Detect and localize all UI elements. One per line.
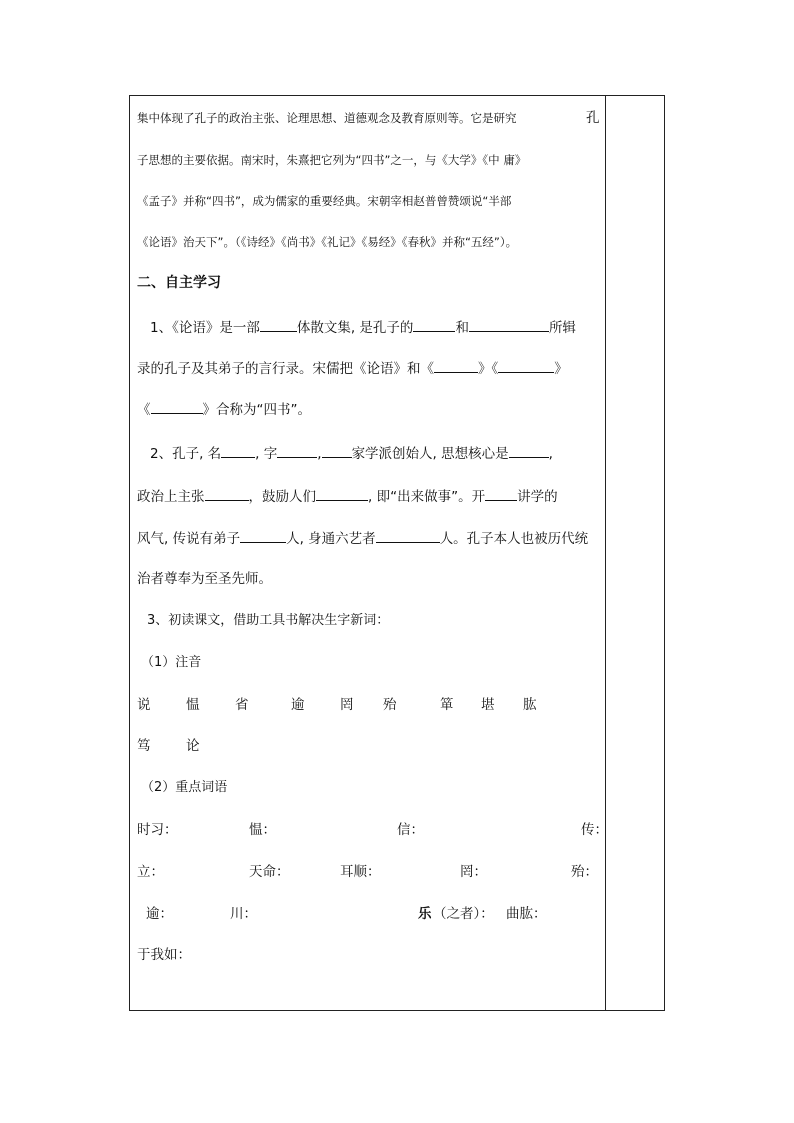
question-1-line-2 <box>137 359 568 377</box>
answer-blank[interactable] <box>205 487 249 501</box>
question-2-line-2 <box>137 487 558 505</box>
char-2: 愠 <box>186 697 200 713</box>
answer-blank[interactable] <box>469 318 549 332</box>
term-tianming: 天命： <box>249 864 290 880</box>
answer-blank[interactable] <box>240 529 286 543</box>
answer-blank[interactable] <box>498 359 554 373</box>
answer-blank[interactable] <box>485 487 517 501</box>
q2-text: 家学派创始人, 思想核心是 <box>351 446 509 462</box>
char-6: 殆 <box>383 697 397 713</box>
intro-text: 集中体现了孔子的政治主张、论理思想、道德观念及教育原则等。它是研究 <box>137 111 517 125</box>
q1-text: 《 <box>137 402 151 418</box>
term-yu: 逾： <box>146 906 173 922</box>
q2-text: ，鼓励人们 <box>248 489 316 505</box>
char-11: 论 <box>186 738 200 754</box>
q2-text: 政治上主张 <box>137 489 205 505</box>
answer-blank[interactable] <box>260 318 297 332</box>
q1-text: 所辑 <box>548 320 576 336</box>
q1-text: 》《 <box>478 361 499 377</box>
q2-text: 风气, 传说有弟子 <box>137 531 241 547</box>
q1-text: 》合称为“四书”。 <box>202 402 311 418</box>
q2-text: 2、孔子, 名 <box>150 446 222 462</box>
q1-text: 》 <box>554 361 568 377</box>
q1-text: 和 <box>455 320 469 336</box>
char-7: 箪 <box>440 697 454 713</box>
question-2-line-3 <box>137 529 588 547</box>
q2-text: 人。孔子本人也被历代统 <box>439 531 589 547</box>
subsection-pronunciation: （1）注音 <box>141 655 202 670</box>
question-2-line-1 <box>150 444 553 462</box>
term-wang: 罔： <box>460 864 487 880</box>
q1-text: 1、《论语》是一部 <box>150 320 260 336</box>
term-le: 乐 <box>418 906 432 922</box>
term-le-suffix: （之者）： <box>433 906 494 922</box>
answer-blank[interactable] <box>221 444 255 458</box>
term-chuan-river: 川： <box>230 906 257 922</box>
answer-blank[interactable] <box>413 318 455 332</box>
char-10: 笃 <box>137 738 151 754</box>
term-ershun: 耳顺： <box>340 864 381 880</box>
notes-column-cell <box>606 96 664 1010</box>
term-dai: 殆： <box>571 864 598 880</box>
term-xin: 信： <box>397 822 424 838</box>
intro-line-1 <box>137 110 517 126</box>
q2-text: 讲学的 <box>517 489 558 505</box>
term-li: 立： <box>137 864 164 880</box>
term-qugong: 曲肱： <box>506 906 547 922</box>
q2-text: , <box>317 446 322 462</box>
q1-text: 录的孔子及其弟子的言行录。宋儒把《论语》和《 <box>137 361 434 377</box>
q2-text: , <box>548 446 553 462</box>
char-9: 肱 <box>523 697 537 713</box>
question-2-line-4: 治者尊奉为至圣先师。 <box>137 571 272 587</box>
answer-blank[interactable] <box>151 400 203 414</box>
worksheet-table <box>129 95 665 1011</box>
term-yuworu: 于我如： <box>137 947 191 963</box>
answer-blank[interactable] <box>316 487 368 501</box>
question-1-line-1 <box>150 318 576 336</box>
char-4: 逾 <box>291 697 305 713</box>
q1-text: 体散文集, 是孔子的 <box>296 320 414 336</box>
answer-blank[interactable] <box>376 529 440 543</box>
answer-blank[interactable] <box>277 444 317 458</box>
answer-blank[interactable] <box>322 444 352 458</box>
intro-line-4: 《论语》治天下”。（《诗经》《尚书》《礼记》《易经》《春秋》并称“五经”）。 <box>137 235 518 249</box>
term-chuan: 传： <box>581 822 608 838</box>
q2-text: 人, 身通六艺者 <box>286 531 376 547</box>
intro-line-2: 子思想的主要依据。南宋时，朱熹把它列为“四书”之一，与《大学》《中 庸》 <box>137 153 527 167</box>
question-1-line-3 <box>137 400 311 418</box>
q2-text: , 字 <box>255 446 278 462</box>
char-5: 罔 <box>340 697 354 713</box>
intro-line-1-end: 孔 <box>586 110 600 126</box>
char-8: 堪 <box>481 697 495 713</box>
char-3: 省 <box>235 697 249 713</box>
subsection-key-words: （2）重点词语 <box>141 780 228 795</box>
q2-text: , 即“出来做事”。开 <box>368 489 486 505</box>
term-shixi: 时习： <box>137 822 178 838</box>
section-title: 二、自主学习 <box>137 275 221 291</box>
intro-line-3: 《孟子》并称“四书”，成为儒家的重要经典。宋朝宰相赵普曾赞颂说“半部 <box>137 194 512 208</box>
answer-blank[interactable] <box>509 444 549 458</box>
question-3-title: 3、初读课文，借助工具书解决生字新词： <box>147 613 390 628</box>
term-yun: 愠： <box>249 822 276 838</box>
answer-blank[interactable] <box>434 359 478 373</box>
char-1: 说 <box>137 697 151 713</box>
